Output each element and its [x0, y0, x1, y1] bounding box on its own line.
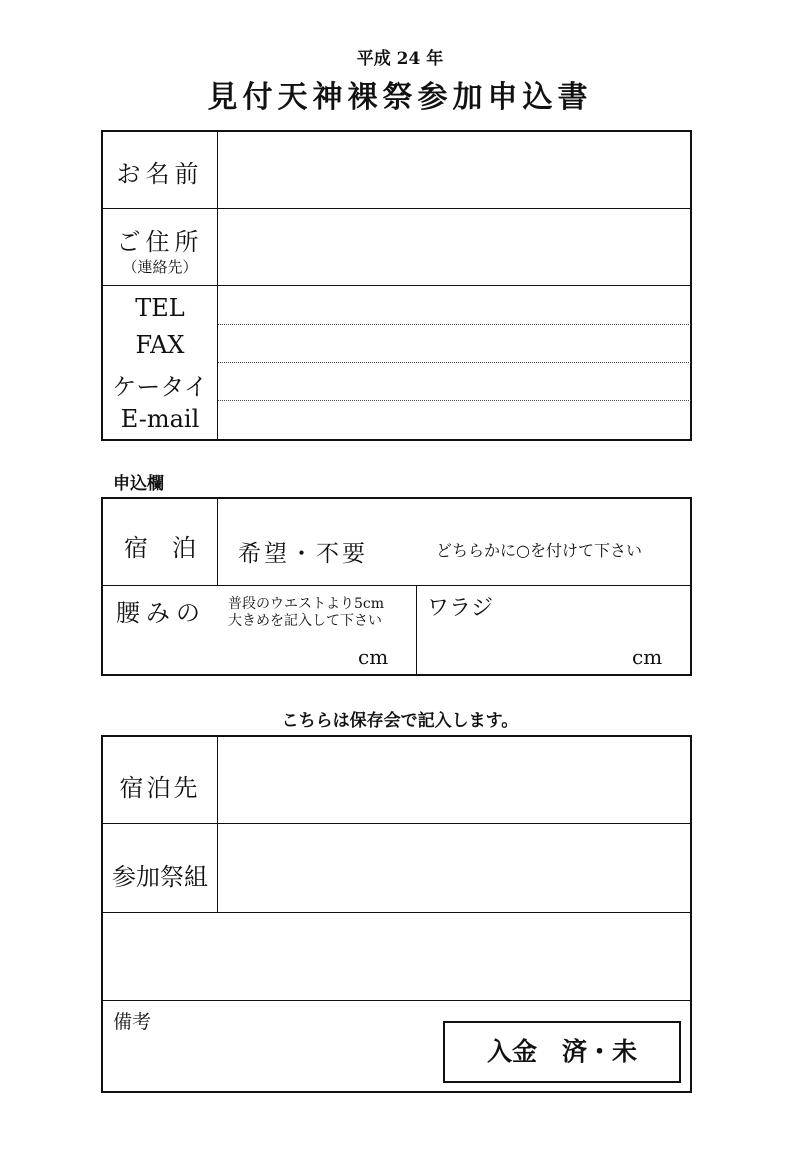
address-field[interactable]	[219, 210, 690, 284]
office-row-divider	[102, 823, 691, 824]
lodging-place-label: 宿泊先	[119, 774, 201, 802]
office-label-divider	[217, 736, 218, 912]
form-year: 平成 24 年	[356, 49, 444, 69]
office-row-divider	[102, 1000, 691, 1001]
address-sub-label: （連絡先）	[122, 258, 198, 276]
contact-row-divider	[102, 285, 691, 286]
office-section-title: こちらは保存会で記入します。	[281, 711, 519, 731]
form-title: 見付天神裸祭参加申込書	[207, 80, 593, 115]
office-row-divider	[102, 912, 691, 913]
application-row-divider	[102, 585, 691, 586]
payment-status-stamp[interactable]: 入金 済・未	[443, 1021, 681, 1083]
waist-note-line1: 普段のウエストより5cm	[228, 596, 385, 612]
waist-unit: cm	[358, 645, 389, 669]
group-field[interactable]	[219, 825, 690, 911]
waraji-label: ワラジ	[427, 596, 494, 621]
remarks-label: 備考	[113, 1011, 152, 1033]
lodging-label: 宿 泊	[124, 534, 196, 562]
waist-field[interactable]	[104, 630, 349, 672]
waraji-field[interactable]	[420, 620, 620, 672]
address-label: ご住所	[116, 228, 204, 256]
contact-row-divider	[102, 208, 691, 209]
tel-label: TEL	[135, 294, 185, 322]
name-label: お名前	[116, 160, 204, 188]
mobile-field[interactable]	[219, 363, 690, 399]
email-field[interactable]	[219, 401, 690, 439]
lodging-place-field[interactable]	[219, 737, 690, 822]
waist-note-line2: 大きめを記入して下さい	[228, 613, 382, 629]
remarks-field[interactable]	[103, 1034, 433, 1090]
fax-label: FAX	[135, 331, 185, 359]
lodging-options[interactable]: 希望・不要	[238, 541, 368, 567]
lodging-note: どちらかに○を付けて下さい	[436, 541, 642, 560]
waist-label: 腰みの	[116, 599, 206, 627]
email-label: E-mail	[120, 405, 200, 433]
tel-field[interactable]	[219, 287, 690, 323]
group-label: 参加祭組	[112, 863, 208, 891]
waist-waraji-divider	[416, 586, 417, 675]
blank-office-field[interactable]	[103, 914, 690, 999]
waraji-unit: cm	[632, 645, 663, 669]
lodging-label-divider	[217, 498, 218, 585]
fax-field[interactable]	[219, 325, 690, 361]
application-section-title: 申込欄	[113, 474, 164, 494]
name-field[interactable]	[219, 132, 690, 207]
mobile-label: ケータイ	[112, 373, 208, 401]
